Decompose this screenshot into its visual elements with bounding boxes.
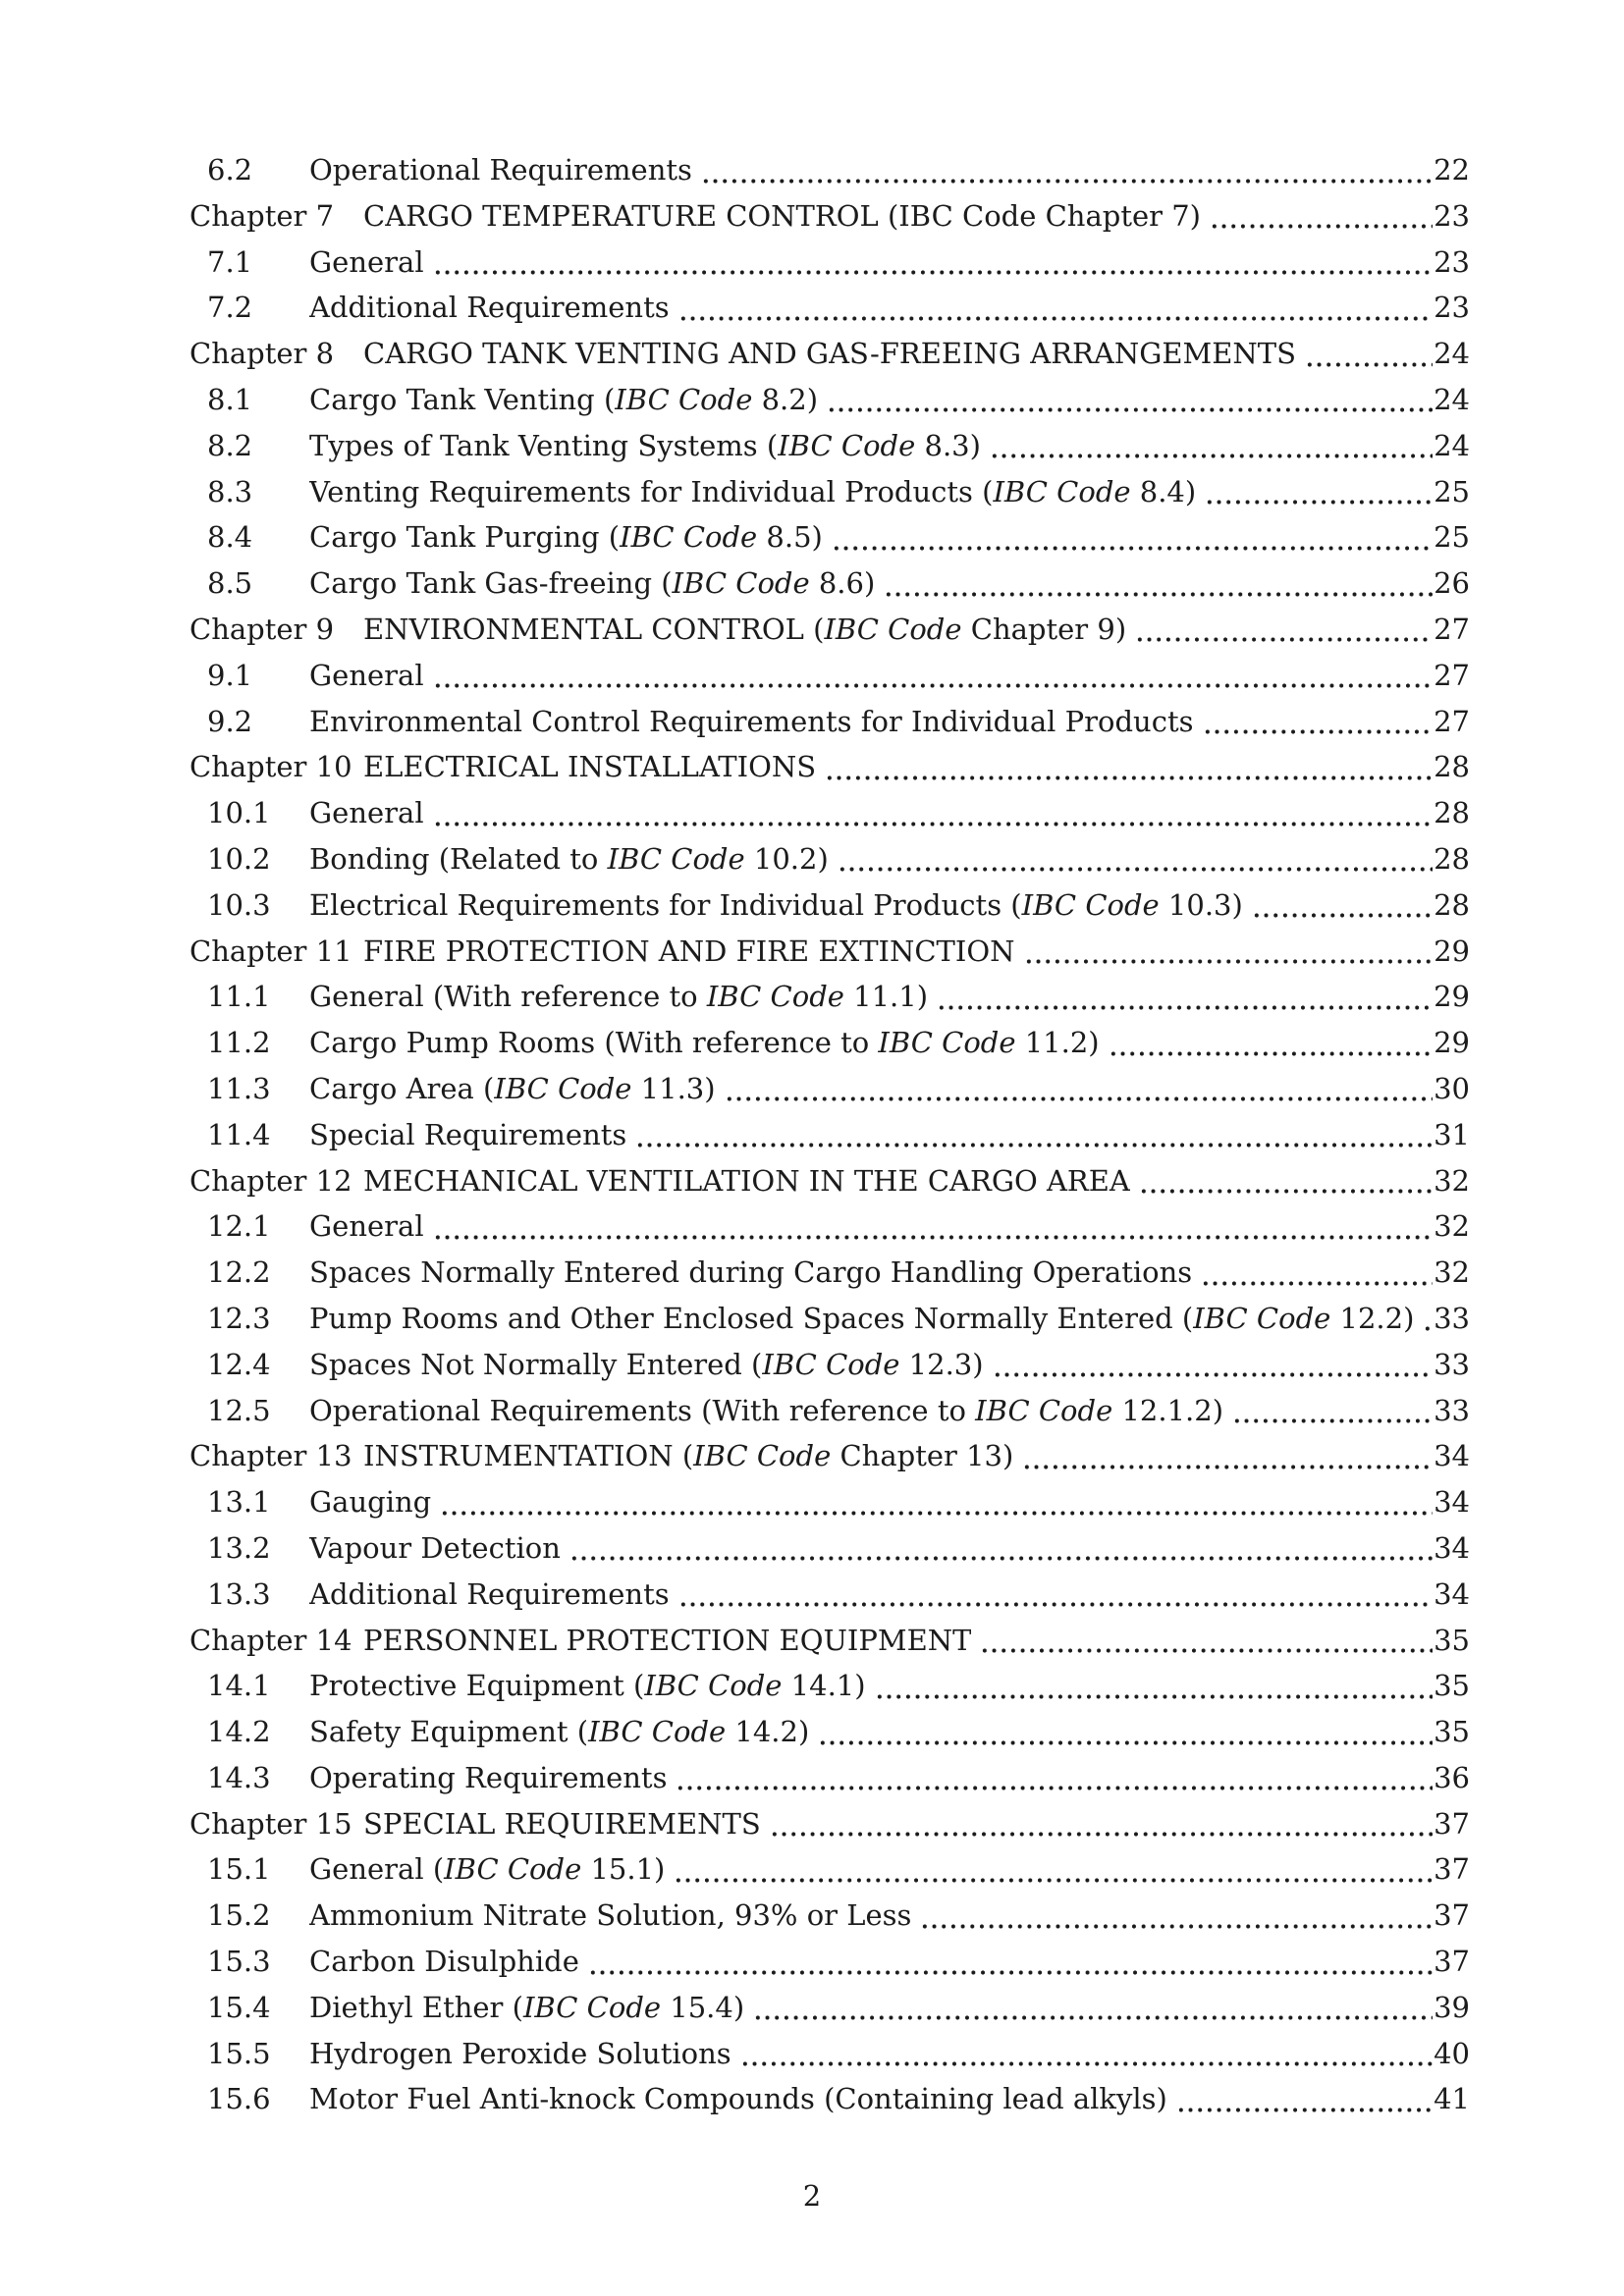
toc-entry-number: Chapter 12	[189, 1163, 352, 1198]
dot-leader	[586, 1939, 1433, 1985]
toc-title-segment: Operating Requirements	[309, 1760, 668, 1794]
toc-title-segment: Chapter 9)	[961, 612, 1127, 646]
toc-entry-page: 28	[1434, 841, 1470, 876]
toc-title-segment: Electrical Requirements for Individual Products (	[309, 887, 1022, 922]
toc-title-segment: Cargo Tank Purging (	[309, 520, 621, 555]
toc-entry-title	[363, 193, 1201, 240]
dot-leader	[935, 974, 1433, 1020]
toc-entry-number: 15.4	[207, 1990, 271, 2024]
toc-entry	[189, 1801, 1470, 1847]
toc-entry-title	[309, 1709, 809, 1755]
toc-entry-title	[309, 147, 692, 193]
toc-title-segment: Ammonium Nitrate Solution, 93% or Less	[309, 1898, 912, 1933]
toc-entry-page: 27	[1434, 658, 1470, 692]
toc-entry-title	[363, 331, 1296, 377]
toc-title-segment: INSTRUMENTATION (	[363, 1439, 694, 1473]
toc-entry	[189, 423, 1470, 469]
toc-title-segment: General (	[309, 1852, 445, 1887]
toc-entry-page: 27	[1434, 612, 1470, 646]
dot-leader	[1133, 607, 1433, 653]
toc-entry-number: 10.3	[207, 887, 271, 922]
toc-entry	[189, 1985, 1470, 2031]
toc-entry-number: 11.2	[207, 1026, 271, 1060]
toc-entry	[189, 882, 1470, 929]
toc-entry-number: Chapter 8	[189, 337, 335, 371]
dot-leader	[438, 1479, 1433, 1525]
toc-title-segment: Hydrogen Peroxide Solutions	[309, 2036, 731, 2070]
toc-entry	[189, 1663, 1470, 1709]
toc-title-segment: Special Requirements	[309, 1117, 627, 1151]
toc-title-italic-segment: IBC Code	[494, 1071, 632, 1105]
toc-title-segment: General	[309, 658, 424, 692]
dot-leader	[988, 423, 1433, 469]
dot-leader	[1174, 2076, 1433, 2122]
dot-leader	[723, 1066, 1434, 1112]
toc-entry	[189, 929, 1470, 975]
toc-entry-title	[309, 1893, 911, 1939]
toc-title-segment: Motor Fuel Anti-knock Compounds (Containing lead alkyls)	[309, 2082, 1167, 2116]
toc-entry-number: Chapter 7	[189, 198, 335, 233]
toc-entry-page: 39	[1434, 1990, 1470, 2024]
toc-entry	[189, 607, 1470, 653]
toc-entry	[189, 331, 1470, 377]
toc-entry-title	[309, 1663, 866, 1709]
toc-title-italic-segment: IBC Code	[672, 566, 810, 601]
toc-entry	[189, 561, 1470, 607]
toc-entry-title	[309, 377, 818, 423]
toc-title-italic-segment: IBC Code	[644, 1669, 783, 1703]
toc-entry-title	[309, 1066, 716, 1112]
toc-title-segment: Cargo Tank Gas-freeing (	[309, 566, 673, 601]
dot-leader	[431, 653, 1433, 699]
toc-entry-title	[309, 240, 424, 286]
toc-entry-page: 37	[1434, 1806, 1470, 1841]
toc-title-segment: Types of Tank Venting Systems (	[309, 428, 779, 462]
toc-title-italic-segment: IBC Code	[762, 1347, 900, 1381]
toc-title-segment: 8.2)	[752, 382, 819, 416]
dot-leader	[882, 561, 1433, 607]
dot-leader	[677, 285, 1433, 331]
toc-entry-number: 8.1	[207, 382, 253, 416]
toc-entry	[189, 1618, 1470, 1664]
toc-entry-number: Chapter 15	[189, 1806, 352, 1841]
toc-entry-title	[309, 423, 981, 469]
toc-entry-title	[309, 1939, 579, 1985]
toc-entry-number: 8.5	[207, 566, 253, 601]
toc-entry-page: 28	[1434, 887, 1470, 922]
toc-entry-number: 13.2	[207, 1530, 271, 1565]
toc-title-italic-segment: IBC Code	[588, 1715, 727, 1749]
toc-entry	[189, 653, 1470, 699]
toc-entry-number: 14.3	[207, 1760, 271, 1794]
toc-title-segment: ENVIRONMENTAL CONTROL (	[363, 612, 825, 646]
toc-entry	[189, 2031, 1470, 2077]
toc-entry-page: 31	[1434, 1117, 1470, 1151]
dot-leader	[1107, 1020, 1433, 1066]
dot-leader	[1303, 331, 1433, 377]
toc-title-segment: Spaces Not Normally Entered (	[309, 1347, 763, 1381]
dot-leader	[991, 1342, 1434, 1388]
toc-entry-title	[309, 1846, 665, 1893]
toc-entry	[189, 240, 1470, 286]
dot-leader	[830, 514, 1433, 561]
toc-title-segment: Pump Rooms and Other Enclosed Spaces Normally Entered (	[309, 1301, 1194, 1335]
toc-entry-number: 13.1	[207, 1485, 271, 1520]
toc-entry-page: 34	[1434, 1576, 1470, 1611]
toc-entry-page: 35	[1434, 1623, 1470, 1657]
toc-entry-page: 37	[1434, 1898, 1470, 1933]
dot-leader	[1020, 1433, 1433, 1479]
toc-entry-page: 33	[1434, 1347, 1470, 1381]
toc-entry	[189, 1755, 1470, 1801]
dot-leader	[1208, 193, 1433, 240]
toc-entry	[189, 1433, 1470, 1479]
dot-leader	[431, 1203, 1433, 1250]
toc-entry-title	[363, 1801, 761, 1847]
toc-entry-number: 9.2	[207, 704, 253, 738]
toc-entry	[189, 1112, 1470, 1158]
toc-entry-number: Chapter 14	[189, 1623, 352, 1657]
dot-leader	[823, 744, 1433, 790]
toc-entry-number: 15.3	[207, 1945, 271, 1979]
toc-title-segment: Environmental Control Requirements for Individual Products	[309, 704, 1194, 738]
toc-entry-title	[309, 653, 424, 699]
toc-title-segment: Cargo Tank Venting (	[309, 382, 616, 416]
dot-leader	[873, 1663, 1434, 1709]
toc-title-segment: 12.1.2)	[1112, 1393, 1224, 1427]
toc-entry-page: 34	[1434, 1530, 1470, 1565]
toc-entry-number: 8.2	[207, 428, 253, 462]
toc-title-segment: 8.4)	[1130, 474, 1197, 508]
toc-entry	[189, 1525, 1470, 1572]
toc-title-segment: Venting Requirements for Individual Products (	[309, 474, 994, 508]
toc-entry-number: 12.2	[207, 1255, 271, 1290]
toc-title-segment: Diethyl Ether (	[309, 1990, 523, 2024]
toc-title-segment: Operational Requirements	[309, 153, 692, 187]
dot-leader	[751, 1985, 1433, 2031]
toc-entry-title	[309, 790, 424, 836]
toc-entry-page: 29	[1434, 980, 1470, 1014]
toc-entry-page: 24	[1434, 428, 1470, 462]
dot-leader	[568, 1525, 1433, 1572]
dot-leader	[1250, 882, 1433, 929]
toc-entry-number: Chapter 13	[189, 1439, 352, 1473]
toc-entry-number: 15.1	[207, 1852, 271, 1887]
toc-entry-number: 7.1	[207, 244, 253, 279]
toc-entry-title	[309, 1985, 744, 2031]
toc-entry	[189, 1250, 1470, 1296]
toc-title-italic-segment: IBC Code	[1021, 887, 1160, 922]
toc-entry	[189, 1939, 1470, 1985]
toc-entry-title	[309, 1112, 626, 1158]
toc-title-segment: 10.3)	[1159, 887, 1243, 922]
toc-entry	[189, 1203, 1470, 1250]
toc-title-italic-segment: IBC Code	[975, 1393, 1113, 1427]
toc-title-italic-segment: IBC Code	[615, 382, 753, 416]
toc-title-segment: Operational Requirements (With reference to	[309, 1393, 976, 1427]
toc-entry-title	[309, 1203, 424, 1250]
toc-entry	[189, 1342, 1470, 1388]
toc-entry	[189, 1479, 1470, 1525]
toc-title-segment: 15.4)	[661, 1990, 745, 2024]
toc-entry	[189, 836, 1470, 882]
toc-entry-page: 33	[1434, 1301, 1470, 1335]
toc-entry-page: 23	[1434, 291, 1470, 325]
toc-title-segment: General (With reference to	[309, 980, 707, 1014]
toc-entry-page: 36	[1434, 1760, 1470, 1794]
toc-entry-number: 10.1	[207, 796, 271, 830]
toc-title-segment: 11.1)	[843, 980, 929, 1014]
toc-entry-number: 12.3	[207, 1301, 271, 1335]
dot-leader	[674, 1755, 1433, 1801]
toc-entry-number: 11.1	[207, 980, 271, 1014]
toc-entry	[189, 1388, 1470, 1434]
dot-leader	[1201, 699, 1434, 745]
dot-leader	[1022, 929, 1434, 975]
toc-entry	[189, 699, 1470, 745]
toc-entry-page: 22	[1434, 153, 1470, 187]
toc-entry-title	[309, 1572, 670, 1618]
toc-entry-title	[309, 2031, 731, 2077]
toc-entry	[189, 1158, 1470, 1204]
toc-title-segment: Spaces Normally Entered during Cargo Handling Operations	[309, 1255, 1193, 1290]
toc-title-segment: Chapter 13)	[831, 1439, 1014, 1473]
toc-title-segment: General	[309, 244, 424, 279]
toc-entry-number: 11.3	[207, 1071, 271, 1105]
toc-title-segment: General	[309, 1209, 424, 1244]
toc-entry	[189, 1893, 1470, 1939]
toc-entry-page: 28	[1434, 796, 1470, 830]
toc-entry-page: 41	[1434, 2082, 1470, 2116]
toc-list	[189, 147, 1470, 2122]
toc-entry-page: 24	[1434, 382, 1470, 416]
toc-entry	[189, 193, 1470, 240]
toc-entry-title	[309, 1250, 1192, 1296]
toc-entry-number: Chapter 11	[189, 934, 352, 968]
toc-entry-title	[309, 1342, 984, 1388]
toc-title-segment: 8.5)	[757, 520, 823, 555]
toc-title-segment: 12.3)	[899, 1347, 984, 1381]
toc-entry-page: 34	[1434, 1485, 1470, 1520]
toc-entry-title	[309, 469, 1196, 515]
dot-leader	[431, 240, 1433, 286]
toc-entry	[189, 744, 1470, 790]
toc-entry	[189, 974, 1470, 1020]
dot-leader	[633, 1112, 1433, 1158]
toc-entry	[189, 1020, 1470, 1066]
toc-entry-number: 11.4	[207, 1117, 271, 1151]
toc-title-segment: Cargo Pump Rooms (With reference to	[309, 1026, 879, 1060]
toc-title-italic-segment: IBC Code	[620, 520, 758, 555]
toc-title-segment: Additional Requirements	[309, 291, 670, 325]
toc-entry-title	[309, 514, 823, 561]
dot-leader	[836, 836, 1433, 882]
toc-entry	[189, 1572, 1470, 1618]
dot-leader	[1421, 1296, 1433, 1342]
toc-entry-number: 14.1	[207, 1669, 271, 1703]
dot-leader	[825, 377, 1433, 423]
toc-entry	[189, 377, 1470, 423]
toc-entry	[189, 790, 1470, 836]
toc-entry-title	[363, 1618, 971, 1664]
toc-entry-title	[309, 561, 875, 607]
toc-title-segment: Vapour Detection	[309, 1530, 561, 1565]
toc-entry-number: 7.2	[207, 291, 253, 325]
toc-entry-page: 25	[1434, 520, 1470, 555]
footer-page-number: 2	[802, 2179, 822, 2213]
toc-entry	[189, 285, 1470, 331]
toc-entry-page: 24	[1434, 337, 1470, 371]
toc-entry-number: 10.2	[207, 841, 271, 876]
toc-title-segment: ELECTRICAL INSTALLATIONS	[363, 750, 817, 784]
toc-entry-page: 33	[1434, 1393, 1470, 1427]
toc-title-segment: Cargo Area (	[309, 1071, 495, 1105]
toc-entry-page: 23	[1434, 244, 1470, 279]
toc-title-segment: Additional Requirements	[309, 1576, 670, 1611]
toc-title-italic-segment: IBC Code	[778, 428, 916, 462]
toc-title-segment: Protective Equipment (	[309, 1669, 645, 1703]
toc-title-segment: 8.3)	[915, 428, 981, 462]
toc-title-segment: 12.2)	[1330, 1301, 1415, 1335]
toc-entry	[189, 1296, 1470, 1342]
dot-leader	[431, 790, 1433, 836]
toc-entry-page: 27	[1434, 704, 1470, 738]
toc-entry-title	[363, 1433, 1013, 1479]
toc-title-segment: 8.6)	[809, 566, 876, 601]
toc-entry-title	[309, 974, 928, 1020]
toc-entry	[189, 1846, 1470, 1893]
toc-entry-page: 23	[1434, 198, 1470, 233]
toc-entry-title	[309, 699, 1194, 745]
toc-title-segment: 10.2)	[744, 841, 829, 876]
toc-entry-page: 30	[1434, 1071, 1470, 1105]
toc-entry-page: 32	[1434, 1163, 1470, 1198]
toc-entry-title	[309, 285, 670, 331]
dot-leader	[978, 1618, 1433, 1664]
toc-title-segment: CARGO TEMPERATURE CONTROL (IBC Code Chapter 7)	[363, 198, 1201, 233]
toc-title-italic-segment: IBC Code	[607, 841, 745, 876]
dot-leader	[1199, 1250, 1433, 1296]
toc-title-segment: 11.3)	[631, 1071, 716, 1105]
toc-title-segment: MECHANICAL VENTILATION IN THE CARGO AREA	[363, 1163, 1130, 1198]
dot-leader	[677, 1572, 1433, 1618]
toc-entry	[189, 469, 1470, 515]
toc-title-segment: Gauging	[309, 1485, 432, 1520]
dot-leader	[1137, 1158, 1433, 1204]
toc-entry-number: 8.3	[207, 474, 253, 508]
toc-entry-title	[363, 929, 1015, 975]
toc-entry-number: Chapter 9	[189, 612, 335, 646]
toc-title-segment: 11.2)	[1015, 1026, 1100, 1060]
dot-leader	[1203, 469, 1433, 515]
toc-title-italic-segment: IBC Code	[522, 1990, 662, 2024]
dot-leader	[816, 1709, 1433, 1755]
toc-entry-title	[309, 1755, 667, 1801]
toc-entry	[189, 514, 1470, 561]
toc-title-segment: FIRE PROTECTION AND FIRE EXTINCTION	[363, 934, 1015, 968]
toc-entry-number: 12.4	[207, 1347, 271, 1381]
toc-entry-number: 8.4	[207, 520, 253, 555]
toc-title-italic-segment: IBC Code	[993, 474, 1131, 508]
toc-entry-number: 12.5	[207, 1393, 271, 1427]
toc-entry-page: 26	[1434, 566, 1470, 601]
dot-leader	[1230, 1388, 1433, 1434]
toc-title-segment: Carbon Disulphide	[309, 1945, 579, 1979]
toc-entry	[189, 1066, 1470, 1112]
toc-title-segment: 14.2)	[726, 1715, 810, 1749]
toc-title-italic-segment: IBC Code	[693, 1439, 832, 1473]
toc-entry-number: 15.5	[207, 2036, 271, 2070]
toc-entry-number: 6.2	[207, 153, 253, 187]
toc-entry-title	[309, 836, 829, 882]
toc-title-italic-segment: IBC Code	[824, 612, 962, 646]
toc-entry-page: 40	[1434, 2036, 1470, 2070]
dot-leader	[768, 1801, 1433, 1847]
toc-entry	[189, 147, 1470, 193]
toc-title-segment: Bonding (Related to	[309, 841, 608, 876]
toc-title-segment: SPECIAL REQUIREMENTS	[363, 1806, 761, 1841]
toc-entry-number: 12.1	[207, 1209, 271, 1244]
toc-entry-title	[309, 1388, 1223, 1434]
toc-title-italic-segment: IBC Code	[706, 980, 844, 1014]
toc-entry-page: 37	[1434, 1945, 1470, 1979]
toc-entry	[189, 2076, 1470, 2122]
toc-entry-number: 9.1	[207, 658, 253, 692]
toc-title-italic-segment: IBC Code	[878, 1026, 1016, 1060]
toc-title-segment: 15.1)	[581, 1852, 666, 1887]
toc-entry-title	[363, 744, 816, 790]
toc-title-italic-segment: IBC Code	[444, 1852, 582, 1887]
dot-leader	[738, 2031, 1433, 2077]
toc-entry-title	[309, 1020, 1100, 1066]
toc-entry-page: 35	[1434, 1715, 1470, 1749]
toc-entry-title	[363, 1158, 1130, 1204]
toc-entry-page: 32	[1434, 1209, 1470, 1244]
toc-entry-page: 32	[1434, 1255, 1470, 1290]
toc-entry-page: 28	[1434, 750, 1470, 784]
toc-title-segment: 14.1)	[782, 1669, 866, 1703]
toc-entry-page: 35	[1434, 1669, 1470, 1703]
toc-entry-title	[363, 607, 1126, 653]
toc-entry-number: 13.3	[207, 1576, 271, 1611]
toc-entry-page: 25	[1434, 474, 1470, 508]
toc-entry-page: 34	[1434, 1439, 1470, 1473]
toc-entry-title	[309, 1479, 431, 1525]
toc-entry-title	[309, 2076, 1167, 2122]
toc-entry-page: 37	[1434, 1852, 1470, 1887]
toc-entry-number: 14.2	[207, 1715, 271, 1749]
toc-entry-title	[309, 1296, 1414, 1342]
dot-leader	[672, 1846, 1433, 1893]
toc-title-italic-segment: IBC Code	[1193, 1301, 1331, 1335]
dot-leader	[918, 1893, 1433, 1939]
toc-entry-number: Chapter 10	[189, 750, 352, 784]
toc-entry-number: 15.2	[207, 1898, 271, 1933]
toc-entry-title	[309, 882, 1243, 929]
toc-title-segment: General	[309, 796, 424, 830]
toc-title-segment: PERSONNEL PROTECTION EQUIPMENT	[363, 1623, 972, 1657]
toc-entry	[189, 1709, 1470, 1755]
dot-leader	[699, 147, 1433, 193]
toc-entry-number: 15.6	[207, 2082, 271, 2116]
toc-title-segment: Safety Equipment (	[309, 1715, 589, 1749]
toc-entry-title	[309, 1525, 561, 1572]
toc-entry-page: 29	[1434, 1026, 1470, 1060]
toc-entry-page: 29	[1434, 934, 1470, 968]
toc-title-segment: CARGO TANK VENTING AND GAS-FREEING ARRANGEMENTS	[363, 337, 1296, 371]
